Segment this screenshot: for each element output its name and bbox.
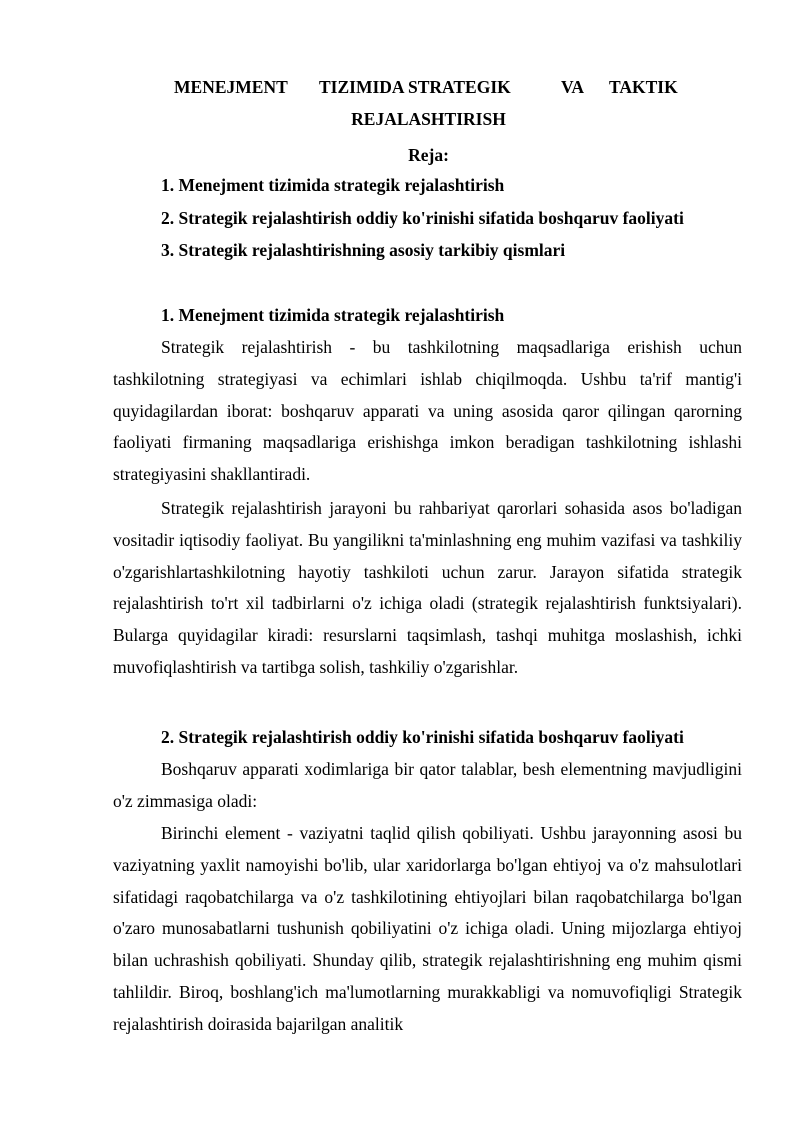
section-2-heading: 2. Strategik rejalashtirish oddiy ko'rinishi sifatida boshqaruv faoliyati — [161, 727, 684, 747]
section-2-paragraph-1: Boshqaruv apparati xodimlariga bir qator talablar, besh elementning mavjudligini o'z zimmasiga oladi: — [113, 759, 742, 811]
section-1-heading: 1. Menejment tizimida strategik rejalashtirish — [161, 305, 505, 325]
plan-item-2: 2. Strategik rejalashtirish oddiy ko'rinishi sifatida boshqaruv faoliyati — [161, 208, 684, 228]
plan-item-1: 1. Menejment tizimida strategik rejalashtirish — [161, 175, 505, 195]
plan-item-3: 3. Strategik rejalashtirishning asosiy tarkibiy qismlari — [161, 240, 566, 260]
title-word-taktik: TAKTIK — [609, 77, 678, 97]
plan-label: Reja: — [408, 145, 449, 165]
title-word-menejment: MENEJMENT — [174, 77, 288, 97]
title-line-2: REJALASHTIRISH — [351, 109, 506, 129]
section-2-paragraph-2: Birinchi element - vaziyatni taqlid qilish qobiliyati. Ushbu jarayonning asosi bu vaziyatning yaxlit namoyishi bo'lib, ular xaridorlarga bo'lgan ehtiyoj va o'z mahsulotlari sifatidagi raqobatchilarga va o'z tashkilotining ehtiyojlari bilan raqobatchilarga bo'lgan o'zaro munosabatlarni tushunish qobiliyatini o'z ichiga oladi. Uning mijozlarga ehtiyoj bilan uchrashish qobiliyati. Shunday qilib, strategik rejalashtirishning eng muhim qismi tahlildir. Biroq, boshlang'ich ma'lumotlarning murakkabligi va nomuvofiqligi Strategik rejalashtirish doirasida bajarilgan analitik — [113, 823, 742, 1034]
title-word-va: VA — [561, 77, 585, 97]
section-1-paragraph-2: Strategik rejalashtirish jarayoni bu rahbariyat qarorlari sohasida asos bo'ladigan vositadir iqtisodiy faoliyat. Bu yangilikni ta'minlashning eng muhim vazifasi va tashkiliy o'zgarishlartashkilotning hayotiy tashkiloti uchun zarur. Jarayon sifatida strategik rejalashtirish to'rt xil tadbirlarni o'z ichiga oladi (strategik rejalashtirish funktsiyalari). Bularga quyidagilar kiradi: resurslarni taqsimlash, tashqi muhitga moslashish, ichki muvofiqlashtirish va tartibga solish, tashkiliy o'zgarishlar. — [113, 498, 742, 677]
section-1-paragraph-1: Strategik rejalashtirish - bu tashkilotning maqsadlariga erishish uchun tashkilotning strategiyasi va echimlari ishlab chiqilmoqda. Ushbu ta'rif mantig'i quyidagilardan iborat: boshqaruv apparati va uning asosida qaror qilingan qarorning faoliyati firmaning maqsadlariga erishishga imkon beradigan tashkilotning ishlashi strategiyasini shakllantiradi. — [113, 337, 742, 485]
title-word-tizimida-strategik: TIZIMIDA STRATEGIK — [319, 77, 511, 97]
